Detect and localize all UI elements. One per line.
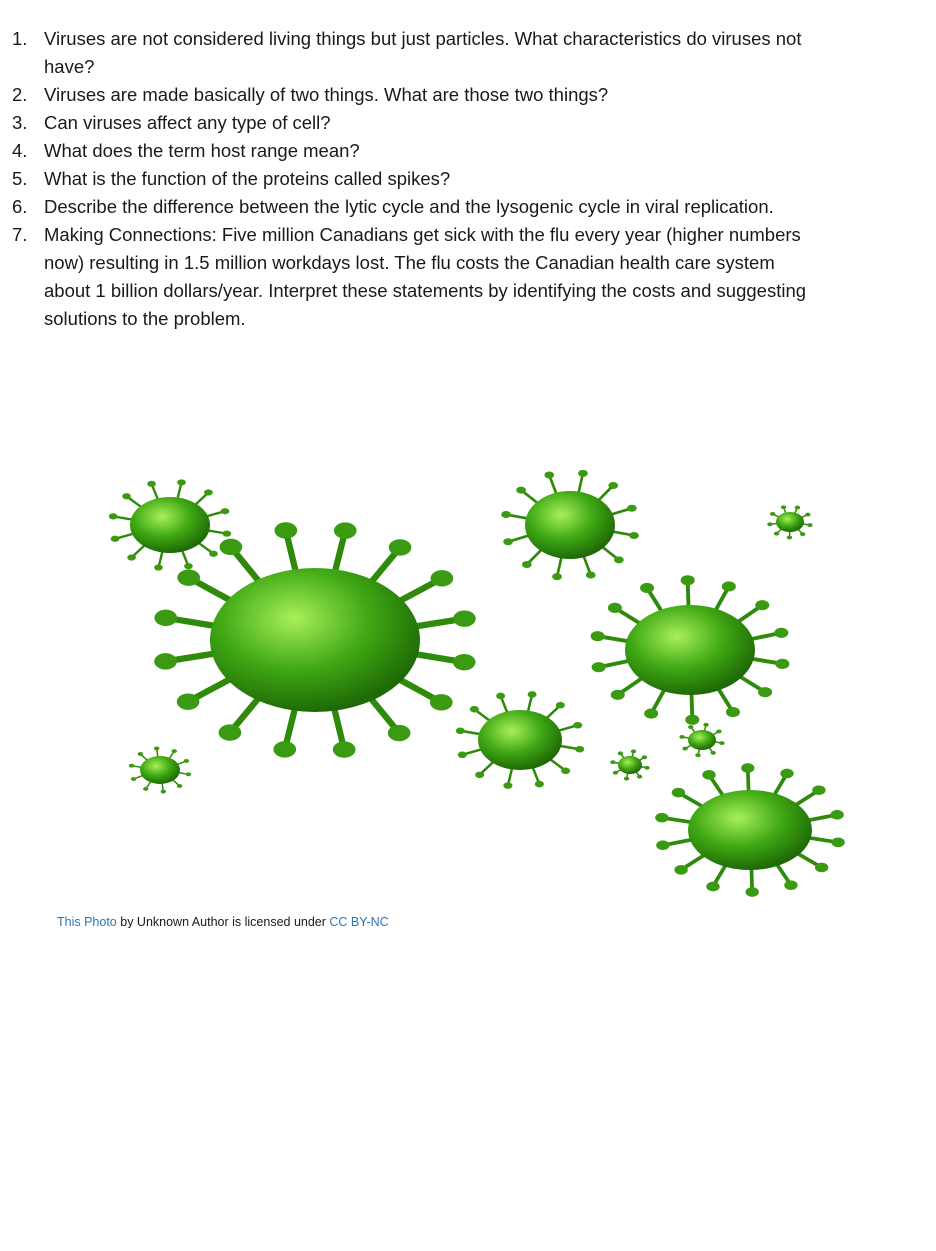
virus-spike-tip [204, 489, 213, 495]
question-list [0, 25, 820, 333]
virus-spike-tip [682, 747, 687, 751]
license-link[interactable]: CC BY-NC [329, 915, 389, 928]
virus-spike-tip [535, 781, 544, 788]
virus-spike-tip [111, 536, 120, 542]
virus-body [130, 497, 210, 553]
virus-body [210, 568, 420, 712]
virus-spike-tip [177, 693, 200, 709]
virus-particle [109, 479, 231, 570]
virus-spike-tip [143, 787, 148, 791]
question-number: 3. [12, 112, 28, 133]
virus-body [525, 491, 615, 559]
virus-spike-tip [614, 556, 624, 563]
question-text: What does the term host range mean? [44, 140, 360, 161]
virus-spike-tip [186, 772, 191, 776]
question-number: 7. [12, 224, 28, 245]
virus-spike-tip [703, 723, 708, 727]
virus-spike-tip [624, 777, 629, 781]
virus-spike-tip [613, 771, 618, 775]
virus-spike-tip [618, 751, 623, 755]
virus-body [776, 512, 804, 532]
virus-spike-tip [767, 522, 772, 526]
question-item [0, 193, 820, 221]
question-item [0, 165, 820, 193]
question-text: What is the function of the proteins called spikes? [44, 168, 451, 189]
virus-spike-tip [807, 523, 812, 527]
virus-spike-tip [741, 763, 754, 773]
virus-spike-tip [774, 532, 779, 536]
virus-spike-tip [631, 749, 636, 753]
virus-spike-tip [611, 690, 625, 700]
virus-spike-tip [787, 536, 792, 540]
virus-spike-tip [716, 729, 721, 733]
virus-spike-tip [674, 865, 687, 875]
virus-spike-tip [503, 538, 513, 545]
virus-spike-tip [184, 759, 189, 763]
virus-body [688, 730, 716, 750]
virus-spike-tip [812, 785, 825, 795]
virus-body [618, 756, 642, 774]
virus-spike-tip [209, 551, 218, 557]
virus-spike-tip [719, 741, 724, 745]
question-text: Describe the difference between the lytic cycle and the lysogenic cycle in viral replication. [44, 196, 774, 217]
virus-spike-tip [726, 707, 740, 717]
virus-spike-tip [644, 766, 649, 770]
virus-spike-tip [161, 790, 166, 794]
virus-particle [456, 691, 584, 789]
virus-spike-tip [219, 724, 242, 740]
question-text: Viruses are not considered living things but just particles. What characteristics do viruses not have? [44, 28, 802, 77]
virus-spike-tip [800, 532, 805, 536]
virus-particle [767, 505, 812, 539]
virus-spike-tip [177, 784, 182, 788]
virus-spike-tip [780, 769, 793, 779]
virus-spike-tip [453, 654, 476, 670]
virus-particle [154, 522, 476, 757]
virus-spike-tip [431, 570, 454, 586]
virus-spike-tip [608, 482, 618, 489]
virus-spike-tip [552, 573, 562, 580]
question-text: Making Connections: Five million Canadians get sick with the flu every year (higher numbers now) resulting in 1.5 million workdays lost. The flu costs the Canadian health care system about 1 billion dollars/year. Interpret these statements by identifying the costs and suggesting solutions to the problem. [44, 224, 807, 329]
virus-spike-tip [109, 513, 118, 519]
virus-spike-tip [745, 887, 758, 897]
virus-spike-tip [640, 583, 654, 593]
virus-spike-tip [706, 882, 719, 892]
question-item [0, 221, 820, 333]
virus-spike-tip [702, 770, 715, 780]
virus-spike-tip [389, 539, 412, 555]
virus-spike-tip [795, 506, 800, 510]
virus-spike-tip [775, 659, 789, 669]
virus-spike-tip [642, 755, 647, 759]
virus-spike-tip [755, 600, 769, 610]
virus-spike-tip [815, 863, 828, 873]
virus-spike-tip [334, 522, 357, 538]
virus-particle [655, 763, 845, 897]
question-number: 5. [12, 168, 28, 189]
virus-spike-tip [774, 628, 788, 638]
virus-spike-tip [711, 751, 716, 755]
virus-spike-tip [220, 539, 243, 555]
virus-spike-tip [516, 487, 526, 494]
virus-body [140, 756, 180, 784]
virus-spike-tip [496, 693, 505, 700]
virus-particle [501, 470, 639, 580]
question-item [0, 137, 820, 165]
virus-spike-tip [561, 768, 570, 775]
virus-spike-tip [722, 581, 736, 591]
question-text: Can viruses affect any type of cell? [44, 112, 331, 133]
virus-spike-tip [138, 752, 143, 756]
virus-spike-tip [129, 764, 134, 768]
virus-spike-tip [430, 694, 453, 710]
credit-text: by Unknown Author is licensed under [116, 915, 330, 928]
virus-spike-tip [656, 840, 669, 850]
virus-spike-tip [127, 554, 136, 560]
question-item [0, 109, 820, 137]
virus-spike-tip [695, 753, 700, 757]
virus-spike-tip [592, 662, 606, 672]
virus-body [688, 790, 812, 870]
virus-spike-tip [758, 687, 772, 697]
virus-spike-tip [453, 610, 476, 626]
virus-spike-tip [688, 725, 693, 729]
virus-particle [679, 723, 724, 757]
virus-spike-tip [122, 493, 131, 499]
virus-spike-tip [221, 508, 230, 514]
virus-spike-tip [333, 741, 356, 757]
virus-spike-tip [528, 691, 537, 698]
virus-spike-tip [503, 782, 512, 789]
question-item [0, 81, 820, 109]
virus-spike-tip [172, 749, 177, 753]
virus-particle [591, 575, 790, 725]
virus-spike-tip [681, 575, 695, 585]
virus-spike-tip [637, 775, 642, 779]
virus-spike-tip [154, 653, 177, 669]
virus-spike-tip [672, 788, 685, 798]
virus-spike-tip [131, 777, 136, 781]
virus-body [478, 710, 562, 770]
virus-spike-tip [586, 571, 596, 578]
virus-spike-tip [544, 472, 554, 479]
question-number: 4. [12, 140, 28, 161]
virus-spike-tip [831, 837, 844, 847]
virus-spike-tip [578, 470, 588, 477]
virus-spike-tip [781, 505, 786, 509]
virus-particle [129, 746, 191, 793]
virus-spike-tip [458, 752, 467, 759]
virus-spike-tip [610, 760, 615, 764]
question-number: 1. [12, 28, 28, 49]
virus-spike-tip [154, 564, 163, 570]
virus-spike-tip [627, 505, 637, 512]
question-item [0, 25, 820, 81]
virus-spike-tip [522, 561, 532, 568]
virus-spike-tip [608, 603, 622, 613]
photo-link[interactable]: This Photo [57, 915, 117, 928]
virus-spike-tip [273, 741, 296, 757]
question-text: Viruses are made basically of two things. What are those two things? [44, 84, 609, 105]
virus-spike-tip [679, 735, 684, 739]
virus-spike-tip [470, 706, 479, 713]
virus-spike-tip [154, 746, 159, 750]
virus-spike-tip [556, 702, 565, 709]
virus-spike-tip [475, 772, 484, 779]
virus-spike-tip [655, 813, 668, 823]
virus-spike-tip [573, 722, 582, 729]
virus-spike-tip [805, 513, 810, 517]
virus-spike-tip [147, 481, 156, 487]
virus-spike-tip [456, 727, 465, 734]
virus-spike-tip [770, 512, 775, 516]
virus-spike-tip [591, 631, 605, 641]
virus-spike-tip [223, 531, 232, 537]
virus-spike-tip [177, 569, 200, 585]
question-number: 6. [12, 196, 28, 217]
virus-spike-tip [275, 522, 298, 538]
virus-spike-tip [784, 880, 797, 890]
virus-illustration [90, 470, 890, 900]
virus-spike-tip [685, 715, 699, 725]
virus-spike-tip [830, 810, 843, 820]
virus-spike-tip [575, 746, 584, 753]
virus-particle [610, 749, 650, 780]
virus-spike-tip [388, 725, 411, 741]
question-number: 2. [12, 84, 28, 105]
virus-spike-tip [629, 532, 639, 539]
virus-spike-tip [177, 479, 186, 485]
photo-credit [57, 914, 389, 928]
virus-spike-tip [184, 563, 193, 569]
virus-body [625, 605, 755, 695]
virus-spike-tip [644, 708, 658, 718]
virus-spike-tip [154, 610, 177, 626]
virus-spike-tip [501, 511, 511, 518]
